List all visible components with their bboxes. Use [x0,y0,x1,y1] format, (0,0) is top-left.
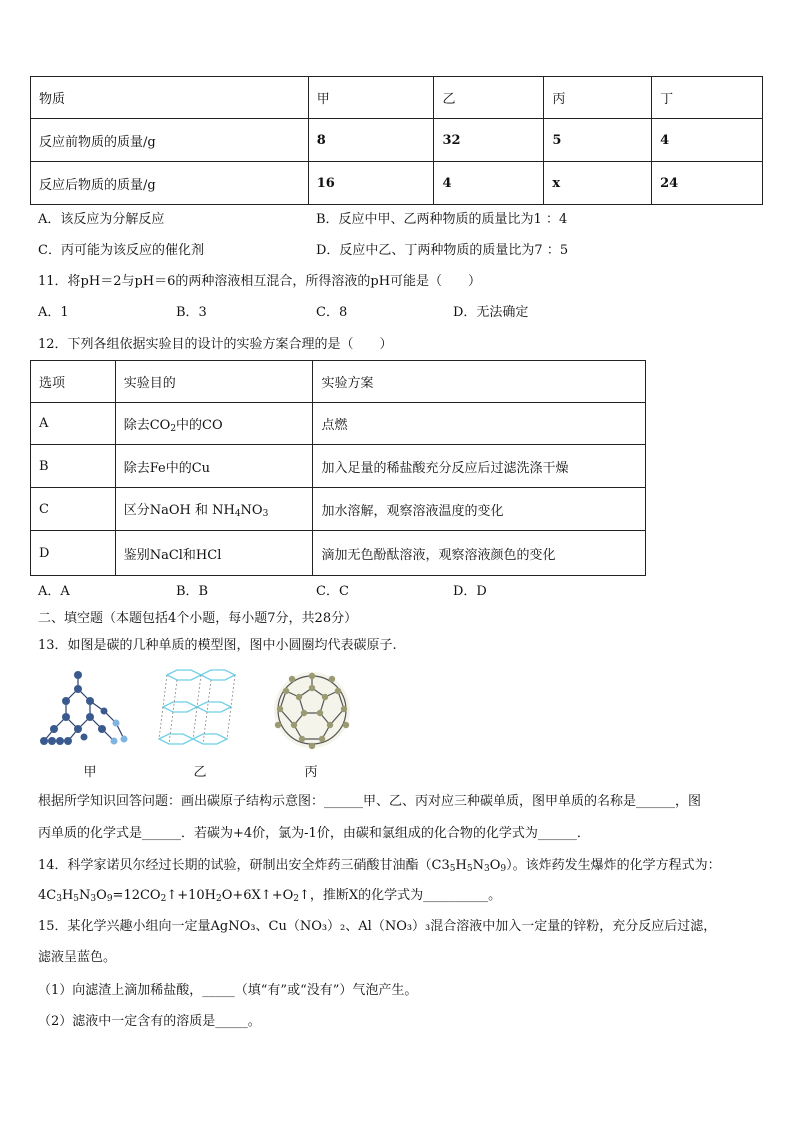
table-cell: 24 [652,162,763,205]
text-span: O+6X↑+O [221,888,294,903]
table-cell: B [31,445,116,488]
table-cell: 点燃 [313,403,646,445]
table-cell: 丙 [544,77,652,119]
text-span: 14．科学家诺贝尔经过长期的试验，研制出安全炸药三硝酸甘油酯（C [38,858,442,873]
subscript: 3 [262,509,269,519]
q11-option-b: B．3 [176,305,207,320]
table-cell [115,488,313,531]
table-cell: 反应后物质的质量/g [31,162,309,205]
table-row [31,445,646,488]
table-row [31,162,763,205]
diamond-model-figure [38,667,130,749]
table-header-cell: 选项 [31,361,116,403]
q13-question-line-1: 根据所学知识回答问题：画出碳原子结构示意图：______甲、乙、丙对应三种碳单质，图甲单质的名称是______，图 [38,794,702,809]
q12-stem: 12．下列各组依据实验目的设计的实验方案合理的是（ ） [38,337,393,352]
formula-text: NO [240,503,263,518]
table-row [31,361,646,403]
table-cell: 16 [308,162,434,205]
q12-option-b: B．B [176,584,209,599]
table-cell: 鉴别NaCl和HCl [115,531,313,576]
table-cell: x [544,162,652,205]
q14-line-2: $4C_3H_5N_3O_9=12CO_2↑+10H_2O+6X↑+O_2↑$，推断X的化学式为__________。 [38,888,502,904]
table-cell: 物质 [31,77,309,119]
text-span: ）。该炸药发生爆炸的化学方程式为： [506,858,721,873]
subscript: 2 [170,423,177,434]
text-span: =12CO [112,888,161,903]
q12-table [30,360,646,576]
table-header-cell: 实验目的 [115,361,313,403]
figure-label-bing: 丙 [304,765,318,780]
q13-question-line-2: 丙单质的化学式是______．若碳为+4价，氯为-1价，由碳和氯组成的化合物的化学式为______． [38,826,590,841]
q11-option-d: D．无法确定 [453,305,529,320]
q14-line-1: 14．科学家诺贝尔经过长期的试验，研制出安全炸药三硝酸甘油酯$(C3_5H_5N_3O_9)$。该炸药发生爆炸的化学方程式为： [38,858,721,874]
figure-label-yi: 乙 [193,765,207,780]
q10-option-c: C．丙可能为该反应的催化剂 [38,243,204,258]
table-row [31,488,646,531]
formula-text: 区分NaOH 和 NH [123,503,235,518]
q13-stem: 13．如图是碳的几种单质的模型图，图中小圆圈均代表碳原子. [38,638,397,653]
q10-option-d: D．反应中乙、丁两种物质的质量比为7 ：5 [316,243,569,258]
table-cell: 滴加无色酚酞溶液，观察溶液颜色的变化 [313,531,646,576]
q11-stem: 11．将pH＝2与pH＝6的两种溶液相互混合，所得溶液的pH可能是（ ） [38,274,482,289]
q12-option-d: D．D [453,584,487,599]
q15-subquestion-1: （1）向滤渣上滴加稀盐酸，_____（填“有”或“没有”）气泡产生。 [38,983,418,998]
table-cell: 4 [652,119,763,162]
table-cell: D [31,531,116,576]
table-cell: 除去Fe中的Cu [115,445,313,488]
graphite-model-figure [153,667,241,751]
text-span: ↑+10H [166,888,216,903]
q15-line-2: 滤液呈蓝色。 [38,950,117,965]
table-cell: C [31,488,116,531]
q11-option-a: A．1 [38,305,69,320]
table-cell: 4 [434,162,544,205]
table-cell: 8 [308,119,434,162]
table-row [31,531,646,576]
formula-text: 除去CO [123,417,171,433]
table-cell: 甲 [308,77,434,119]
table-row [31,77,763,119]
table-row [31,403,646,445]
section-heading: 二、填空题（本题包括4个小题，每小题7分，共28分） [38,611,358,626]
formula-text: 中的CO [176,417,223,433]
q10-table [30,76,763,205]
table-cell: 32 [434,119,544,162]
table-cell: 加入足量的稀盐酸充分反应后过滤洗涤干燥 [313,445,646,488]
table-cell: 加水溶解，观察溶液温度的变化 [313,488,646,531]
q12-option-c: C．C [316,584,349,599]
table-cell: 5 [544,119,652,162]
subscript: 4 [234,509,241,519]
table-cell: 乙 [434,77,544,119]
table-cell: 丁 [652,77,763,119]
q15-line-1: 15．某化学兴趣小组向一定量AgNO₃、Cu（NO₃）₂、Al（NO₃）₃混合溶液中加入一定量的锌粉，充分反应后过滤， [38,919,717,934]
text-span: ↑，推断X的化学式为__________。 [299,888,502,903]
text-span: 4C [38,888,57,903]
table-cell [115,403,313,445]
fullerene-model-figure [268,667,356,753]
q11-option-c: C．8 [316,305,348,320]
table-row [31,119,763,162]
q15-subquestion-2: （2）滤液中一定含有的溶质是_____。 [38,1014,261,1029]
table-cell: A [31,403,116,445]
figure-label-jia: 甲 [83,765,97,780]
q10-option-b: B．反应中甲、乙两种物质的质量比为1 ：4 [316,212,568,227]
table-cell: 反应前物质的质量/g [31,119,309,162]
q12-option-a: A．A [38,584,70,599]
q10-option-a: A．该反应为分解反应 [38,212,165,227]
table-header-cell: 实验方案 [313,361,646,403]
